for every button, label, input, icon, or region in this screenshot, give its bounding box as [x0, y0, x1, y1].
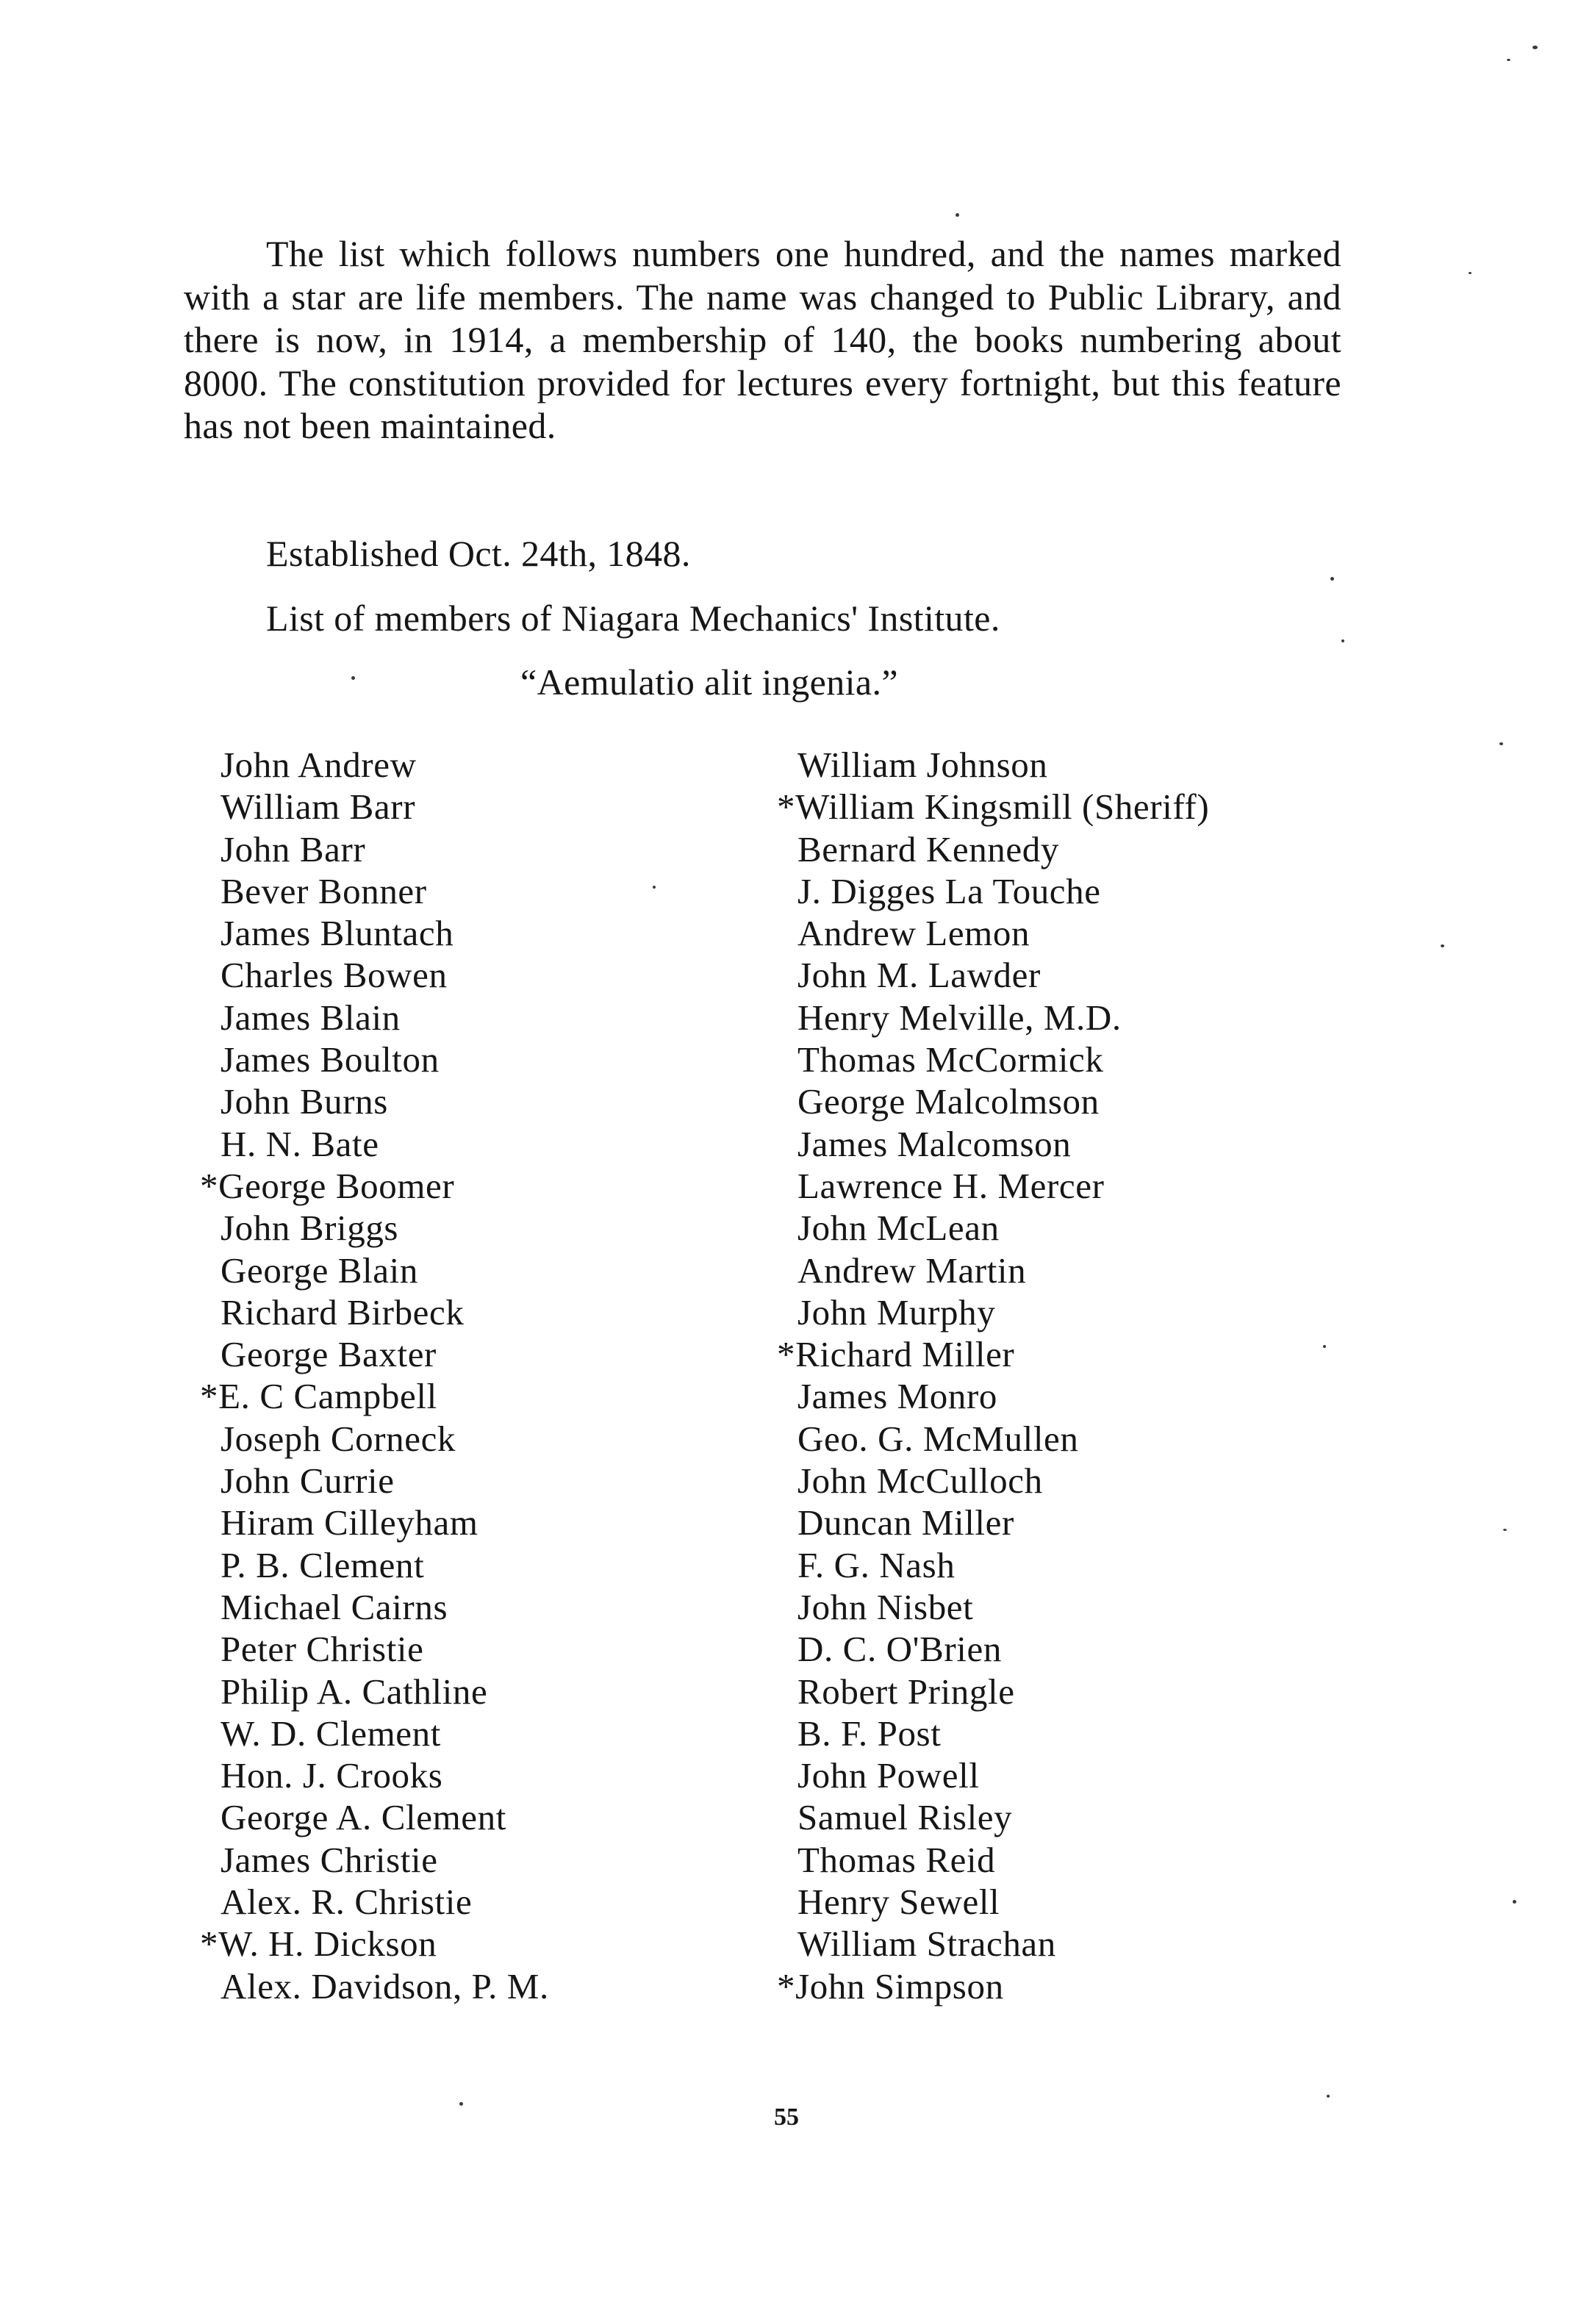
member-name: Samuel Risley: [797, 1797, 1013, 1838]
member-name: Henry Melville, M.D.: [797, 997, 1122, 1038]
member-name: Lawrence H. Mercer: [797, 1165, 1105, 1206]
member-name-life: *William Kingsmill (Sheriff): [777, 786, 1210, 828]
member-name: Henry Sewell: [797, 1882, 1000, 1923]
member-name: John M. Lawder: [797, 955, 1041, 996]
member-name: George Blain: [221, 1249, 418, 1291]
member-name: F. G. Nash: [797, 1544, 956, 1585]
member-name: William Barr: [221, 786, 416, 828]
member-name: William Johnson: [797, 745, 1048, 785]
members-column-left: [200, 744, 549, 2007]
member-name: James Monro: [797, 1376, 997, 1417]
institute-motto: “Aemulatio alit ingenia.”: [520, 661, 898, 703]
member-name: Charles Bowen: [221, 955, 448, 996]
members-column-right: [777, 744, 1210, 2007]
member-name: Robert Pringle: [797, 1671, 1015, 1712]
intro-paragraph: The list which follows numbers one hundred, and the names marked with a star are life members. The name was changed to Public Library, and there is now, in 1914, a membership of 140, the books numbering about 8000. The constitution provided for lectures every fortnight, but this feature has not been maintained.: [184, 233, 1341, 446]
member-name: John Powell: [797, 1755, 980, 1796]
member-name: John Currie: [221, 1460, 395, 1502]
member-name: Richard Birbeck: [221, 1291, 465, 1333]
member-name: P. B. Clement: [221, 1544, 425, 1585]
member-name: Thomas Reid: [797, 1839, 996, 1880]
scan-speck: [1503, 1529, 1507, 1531]
scan-speck: [1323, 1345, 1326, 1348]
member-name: Bever Bonner: [221, 870, 427, 911]
member-name: Joseph Corneck: [221, 1418, 456, 1459]
member-name: Michael Cairns: [221, 1586, 448, 1627]
member-name: John Briggs: [221, 1208, 399, 1249]
member-name: Duncan Miller: [797, 1502, 1014, 1543]
member-name: John Andrew: [221, 745, 417, 785]
member-name: Alex. Davidson, P. M.: [221, 1965, 549, 2006]
member-name: J. Digges La Touche: [797, 870, 1101, 911]
member-name: W. D. Clement: [221, 1712, 441, 1754]
member-name: Geo. G. McMullen: [797, 1418, 1079, 1459]
scan-speck: [1507, 59, 1510, 61]
established-date: Established Oct. 24th, 1848.: [266, 533, 691, 574]
scan-speck: [1327, 2095, 1330, 2098]
member-name: Hiram Cilleyham: [221, 1502, 478, 1543]
member-name: John Barr: [221, 828, 366, 869]
scan-speck: [1341, 639, 1344, 642]
member-name: George Malcolmson: [797, 1081, 1100, 1122]
member-name: B. F. Post: [797, 1712, 942, 1754]
scan-speck: [653, 886, 656, 889]
scan-speck: [1532, 46, 1538, 49]
member-name: Alex. R. Christie: [221, 1882, 473, 1923]
page-number: 55: [774, 2104, 799, 2131]
member-name: James Blain: [221, 997, 401, 1038]
member-name: Bernard Kennedy: [797, 828, 1059, 869]
member-name: James Christie: [221, 1839, 438, 1880]
member-name-life: *Richard Miller: [777, 1334, 1015, 1375]
scan-speck: [1469, 272, 1471, 274]
member-name: John Nisbet: [797, 1586, 974, 1627]
member-name: William Strachan: [797, 1923, 1056, 1965]
member-name: George Baxter: [221, 1334, 437, 1375]
member-name: James Boulton: [221, 1039, 440, 1080]
member-name: Hon. J. Crooks: [221, 1755, 443, 1796]
member-name: D. C. O'Brien: [797, 1629, 1002, 1670]
member-name-life: *John Simpson: [777, 1965, 1004, 2006]
member-name: John McLean: [797, 1208, 1000, 1249]
scan-speck: [956, 213, 959, 217]
member-name-life: *W. H. Dickson: [200, 1923, 437, 1965]
scan-speck: [1441, 944, 1444, 947]
scan-speck: [1499, 742, 1503, 745]
member-name: Andrew Lemon: [797, 913, 1030, 954]
member-name: John McCulloch: [797, 1460, 1043, 1502]
member-name-life: *E. C Campbell: [200, 1376, 437, 1417]
member-name-life: *George Boomer: [200, 1165, 455, 1206]
scan-speck: [459, 2102, 463, 2106]
member-name: Philip A. Cathline: [221, 1671, 488, 1712]
scan-speck: [1330, 577, 1334, 581]
member-name: Peter Christie: [221, 1629, 424, 1670]
member-name: Thomas McCormick: [797, 1039, 1104, 1080]
scan-speck: [351, 676, 355, 680]
member-name: James Malcomson: [797, 1123, 1072, 1164]
member-name: Andrew Martin: [797, 1249, 1027, 1291]
member-name: James Bluntach: [221, 913, 454, 954]
member-name: George A. Clement: [221, 1797, 506, 1838]
member-name: John Burns: [221, 1081, 388, 1122]
members-list-title: List of members of Niagara Mechanics' Institute.: [266, 598, 1000, 639]
member-name: H. N. Bate: [221, 1123, 379, 1164]
scan-speck: [1513, 1900, 1516, 1904]
member-name: John Murphy: [797, 1291, 996, 1333]
